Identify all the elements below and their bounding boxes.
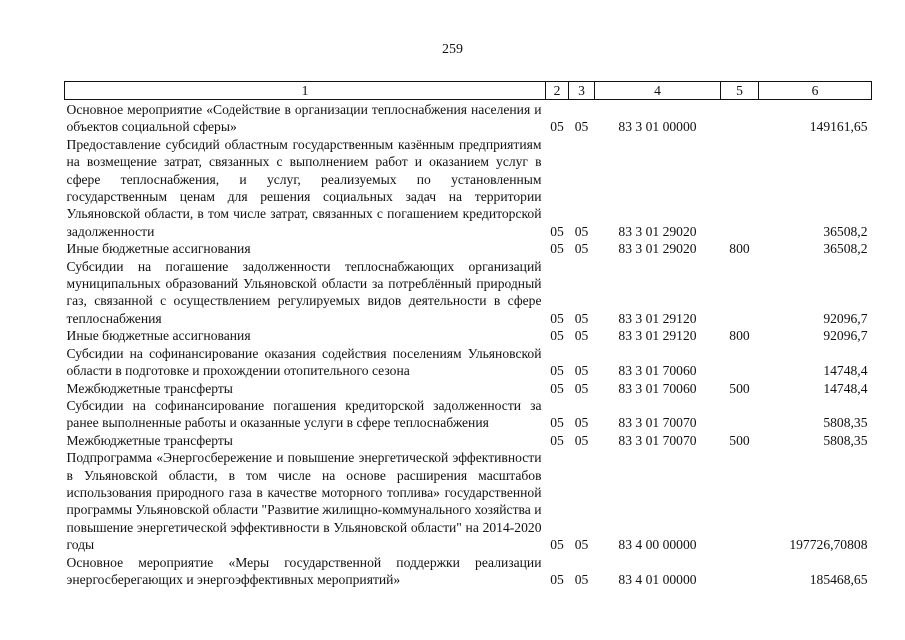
row-section-code: 05 [550, 310, 564, 326]
row-amount: 92096,7 [823, 328, 868, 344]
table-row [65, 240, 872, 257]
budget-table [64, 81, 872, 588]
row-target-article: 83 3 01 29120 [618, 310, 697, 326]
row-target-article: 83 3 01 70060 [618, 363, 697, 379]
table-header-row [65, 82, 872, 100]
row-description: Иные бюджетные ассигнования [66, 328, 251, 344]
row-subsection-code: 05 [574, 310, 589, 326]
column-header: 5 [721, 82, 759, 100]
row-section-code: 05 [550, 328, 564, 344]
table-row [65, 327, 872, 344]
row-section-code: 05 [550, 432, 564, 448]
row-subsection-code: 05 [574, 223, 589, 239]
row-target-article: 83 4 00 00000 [618, 537, 697, 553]
table-row [65, 554, 872, 589]
row-section-code: 05 [550, 415, 564, 431]
row-description: Субсидии на софинансирование оказания содействия поселениям Ульяновской области в подготовке и прохождении отопительного сезона [66, 345, 542, 379]
row-amount: 5808,35 [823, 415, 868, 431]
row-target-article: 83 4 01 00000 [618, 571, 697, 587]
row-amount: 36508,2 [823, 241, 868, 257]
row-description: Основное мероприятие «Меры государственной поддержки реализации энергосберегающих и энергоэффективных мероприятий» [66, 554, 542, 587]
row-expense-type [721, 397, 759, 432]
table-row [65, 100, 872, 136]
row-amount: 14748,4 [823, 363, 868, 379]
row-description: Межбюджетные трансферты [66, 380, 233, 396]
column-header: 3 [569, 82, 595, 100]
row-expense-type [721, 554, 759, 589]
row-target-article: 83 3 01 29120 [618, 328, 697, 344]
row-section-code: 05 [550, 363, 564, 379]
row-amount: 36508,2 [823, 223, 868, 239]
column-header: 2 [546, 82, 569, 100]
row-expense-type [721, 345, 759, 380]
column-header: 4 [595, 82, 721, 100]
row-expense-type [721, 100, 759, 136]
table-row [65, 449, 872, 553]
row-section-code: 05 [550, 241, 564, 257]
row-section-code: 05 [550, 119, 564, 135]
row-description: Подпрограмма «Энергосбережение и повышение энергетической эффективности в Ульяновской области, в том числе на основе расширения масштабов использования природного газа в качестве моторного топлива» государственной программы Ульяновской области "Развитие жилищно-коммунального хозяйства и повышение энергетической эффективности в Ульяновской области" на 2014-2020 годы [66, 450, 542, 553]
table-row [65, 380, 872, 397]
row-amount: 5808,35 [823, 432, 868, 448]
row-target-article: 83 3 01 70070 [618, 432, 697, 448]
row-expense-type: 500 [729, 380, 750, 396]
row-expense-type [721, 449, 759, 553]
row-subsection-code: 05 [574, 119, 589, 135]
row-section-code: 05 [550, 223, 564, 239]
table-row [65, 136, 872, 240]
row-expense-type: 500 [729, 432, 750, 448]
row-target-article: 83 3 01 00000 [618, 119, 697, 135]
row-description: Субсидии на софинансирование погашения кредиторской задолженности за ранее выполненные работы и оказанные услуги в сфере теплоснабжения [66, 397, 542, 431]
page-number: 259 [442, 42, 463, 57]
row-subsection-code: 05 [574, 415, 589, 431]
row-expense-type: 800 [729, 328, 750, 344]
row-section-code: 05 [550, 571, 564, 587]
row-subsection-code: 05 [574, 328, 589, 344]
row-expense-type: 800 [729, 241, 750, 257]
row-target-article: 83 3 01 70060 [618, 380, 697, 396]
row-expense-type [721, 258, 759, 328]
row-target-article: 83 3 01 29020 [618, 223, 697, 239]
row-description: Межбюджетные трансферты [66, 432, 233, 448]
row-target-article: 83 3 01 70070 [618, 415, 697, 431]
row-subsection-code: 05 [574, 571, 589, 587]
row-amount: 149161,65 [809, 119, 868, 135]
row-amount: 185468,65 [809, 571, 868, 587]
row-section-code: 05 [550, 380, 564, 396]
row-subsection-code: 05 [574, 537, 589, 553]
row-description: Основное мероприятие «Содействие в организации теплоснабжения населения и объектов социальной сферы» [66, 102, 542, 135]
row-section-code: 05 [550, 537, 564, 553]
column-header: 1 [65, 82, 546, 100]
row-description: Иные бюджетные ассигнования [66, 241, 251, 257]
row-subsection-code: 05 [574, 241, 589, 257]
row-description: Субсидии на погашение задолженности теплоснабжающих организаций муниципальных образований Ульяновской области за потреблённый природный газ, связанной с осуществлением регулируемых видов деятельности в сфере теплоснабжения [66, 258, 542, 326]
table-row [65, 432, 872, 449]
row-amount: 14748,4 [823, 380, 868, 396]
table-row [65, 345, 872, 380]
table-row [65, 258, 872, 328]
row-target-article: 83 3 01 29020 [618, 241, 697, 257]
row-amount: 92096,7 [823, 310, 868, 326]
row-subsection-code: 05 [574, 432, 589, 448]
table-row [65, 397, 872, 432]
row-description: Предоставление субсидий областным государственным казённым предприятиям на возмещение затрат, связанных с выполнением работ и оказанием услуг в сфере теплоснабжения, и услуг, реализуемых по установленным государственным ценам для решения социальных задач на территории Ульяновской области, в том числе затрат, связанных с погашением кредиторской задолженности [66, 136, 542, 239]
row-subsection-code: 05 [574, 380, 589, 396]
row-subsection-code: 05 [574, 363, 589, 379]
row-expense-type [721, 136, 759, 240]
column-header: 6 [759, 82, 872, 100]
row-amount: 197726,70808 [789, 537, 868, 553]
